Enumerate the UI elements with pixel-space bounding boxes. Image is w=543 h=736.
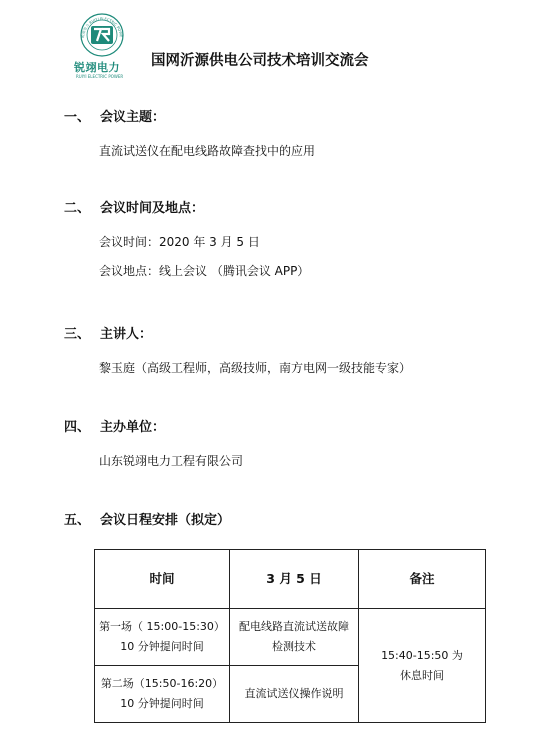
organizer-text: 山东锐翊电力工程有限公司 [99, 454, 244, 468]
document-title: 国网沂源供电公司技术培训交流会 [151, 53, 369, 69]
section-number: 四、 [64, 420, 91, 435]
session-time: 第二场（15:50-16:20） [100, 677, 224, 690]
qa-time: 10 分钟提问时间 [120, 640, 204, 653]
section-number: 五、 [64, 513, 91, 528]
logo-emblem-icon [78, 12, 126, 58]
logo-name-en: RUIYI ELECTRIC POWER [76, 74, 124, 79]
section-title: 主办单位： [100, 420, 166, 435]
section-title: 会议时间及地点： [100, 201, 205, 216]
time-cell [95, 609, 230, 666]
schedule-table [94, 549, 486, 723]
logo-name-cn: 锐翊电力 [74, 61, 120, 74]
header-cell-time: 时间 [95, 550, 230, 609]
note-cell [359, 609, 486, 723]
topic-cell [230, 666, 359, 723]
table-row [95, 609, 486, 666]
speaker-text: 黎玉庭（高级工程师，高级技师，南方电网一级技能专家） [99, 361, 412, 375]
logo-arc-text: 锐翊电力 RUIYI ELECTRIC POWE [80, 16, 124, 39]
section-title: 会议主题： [100, 110, 166, 125]
time-cell [95, 666, 230, 723]
meeting-time-text: 会议时间：2020 年 3 月 5 日 [99, 235, 260, 249]
section-title: 主讲人： [100, 327, 153, 342]
company-logo [74, 12, 130, 79]
topic-text: 直流试送仪在配电线路故障查找中的应用 [99, 144, 316, 158]
section-number: 二、 [64, 201, 91, 216]
section-heading-topic [64, 106, 165, 125]
section-number: 一、 [64, 110, 91, 125]
session-topic: 直流试送仪操作说明 [244, 687, 344, 700]
session-topic-cont: 检测技术 [272, 640, 316, 653]
topic-cell [230, 609, 359, 666]
section-number: 三、 [64, 327, 91, 342]
break-time: 15:40-15:50 为 [381, 648, 463, 662]
section-heading-time-place [64, 197, 204, 216]
meeting-place-text: 会议地点：线上会议 （腾讯会议 APP） [99, 264, 310, 278]
section-heading-speaker [64, 323, 152, 342]
qa-time: 10 分钟提问时间 [120, 697, 204, 710]
session-time: 第一场（ 15:00-15:30） [99, 620, 225, 633]
header-cell-date: 3 月 5 日 [230, 550, 359, 609]
session-topic: 配电线路直流试送故障 [239, 620, 349, 633]
section-title: 会议日程安排（拟定） [100, 513, 231, 528]
break-label: 休息时间 [400, 668, 444, 682]
header-cell-note: 备注 [359, 550, 486, 609]
table-header-row [95, 550, 486, 609]
section-heading-schedule [64, 509, 230, 528]
section-heading-organizer [64, 416, 165, 435]
